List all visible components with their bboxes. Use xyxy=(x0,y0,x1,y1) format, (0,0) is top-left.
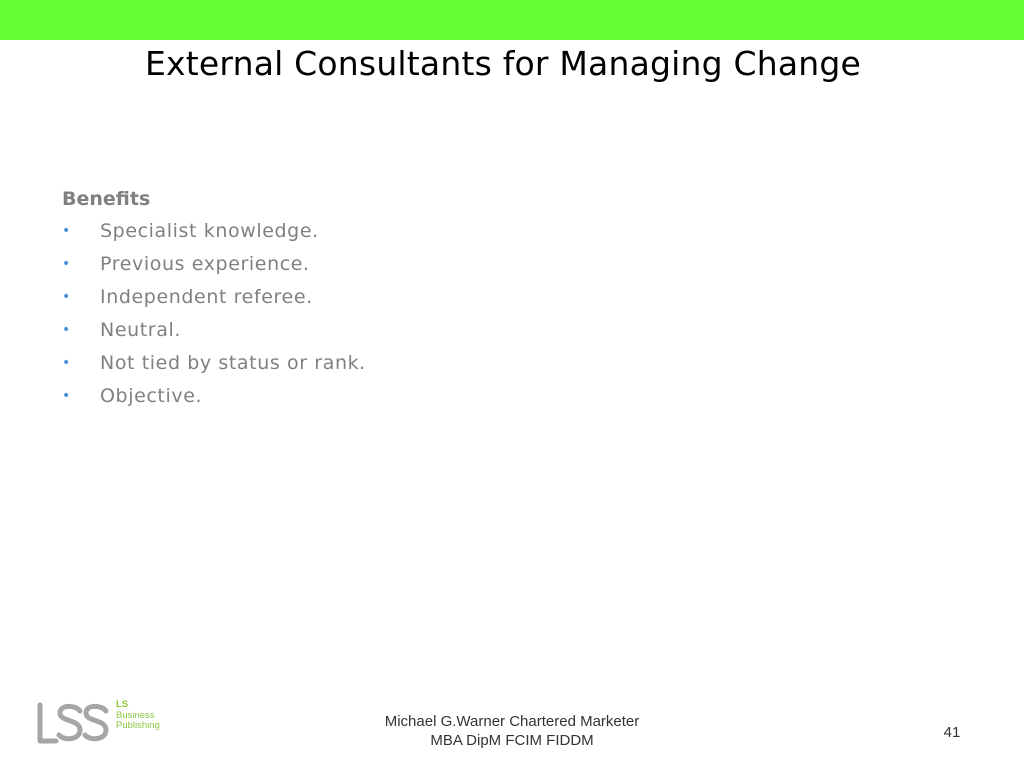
logo-line-3: Publishing xyxy=(116,720,160,731)
list-item xyxy=(62,215,942,248)
logo-line-1: LS xyxy=(116,699,129,710)
list-item xyxy=(62,281,942,314)
slide-title: External Consultants for Managing Change xyxy=(144,44,862,83)
bullet-icon: • xyxy=(62,322,71,338)
page-number: 41 xyxy=(943,724,961,741)
bullet-text: Neutral. xyxy=(100,319,181,341)
logo-line-2: Business xyxy=(116,709,155,721)
bullet-text: Previous experience. xyxy=(100,253,310,275)
list-item xyxy=(62,248,942,281)
bullet-icon: • xyxy=(62,355,71,371)
footer-author xyxy=(312,712,712,750)
bullet-icon: • xyxy=(62,256,71,272)
bullet-list xyxy=(62,215,942,413)
bullet-text: Objective. xyxy=(100,385,203,407)
publisher-logo xyxy=(36,700,166,746)
list-item xyxy=(62,347,942,380)
list-item xyxy=(62,314,942,347)
bullet-icon: • xyxy=(62,388,71,404)
slide-content xyxy=(62,185,942,413)
bullet-text: Independent referee. xyxy=(100,286,313,308)
author-line-1: Michael G.Warner Chartered Marketer xyxy=(384,713,640,730)
bullet-text: Specialist knowledge. xyxy=(100,220,319,242)
bullet-text: Not tied by status or rank. xyxy=(100,352,366,374)
list-item xyxy=(62,380,942,413)
bullet-icon: • xyxy=(62,289,71,305)
section-heading: Benefits xyxy=(62,188,151,210)
logo-wordmark xyxy=(116,700,160,732)
lss-logo-icon xyxy=(36,700,112,746)
top-accent-bar xyxy=(0,0,1024,40)
author-line-2: MBA DipM FCIM FIDDM xyxy=(430,732,594,749)
bullet-icon: • xyxy=(62,223,71,239)
